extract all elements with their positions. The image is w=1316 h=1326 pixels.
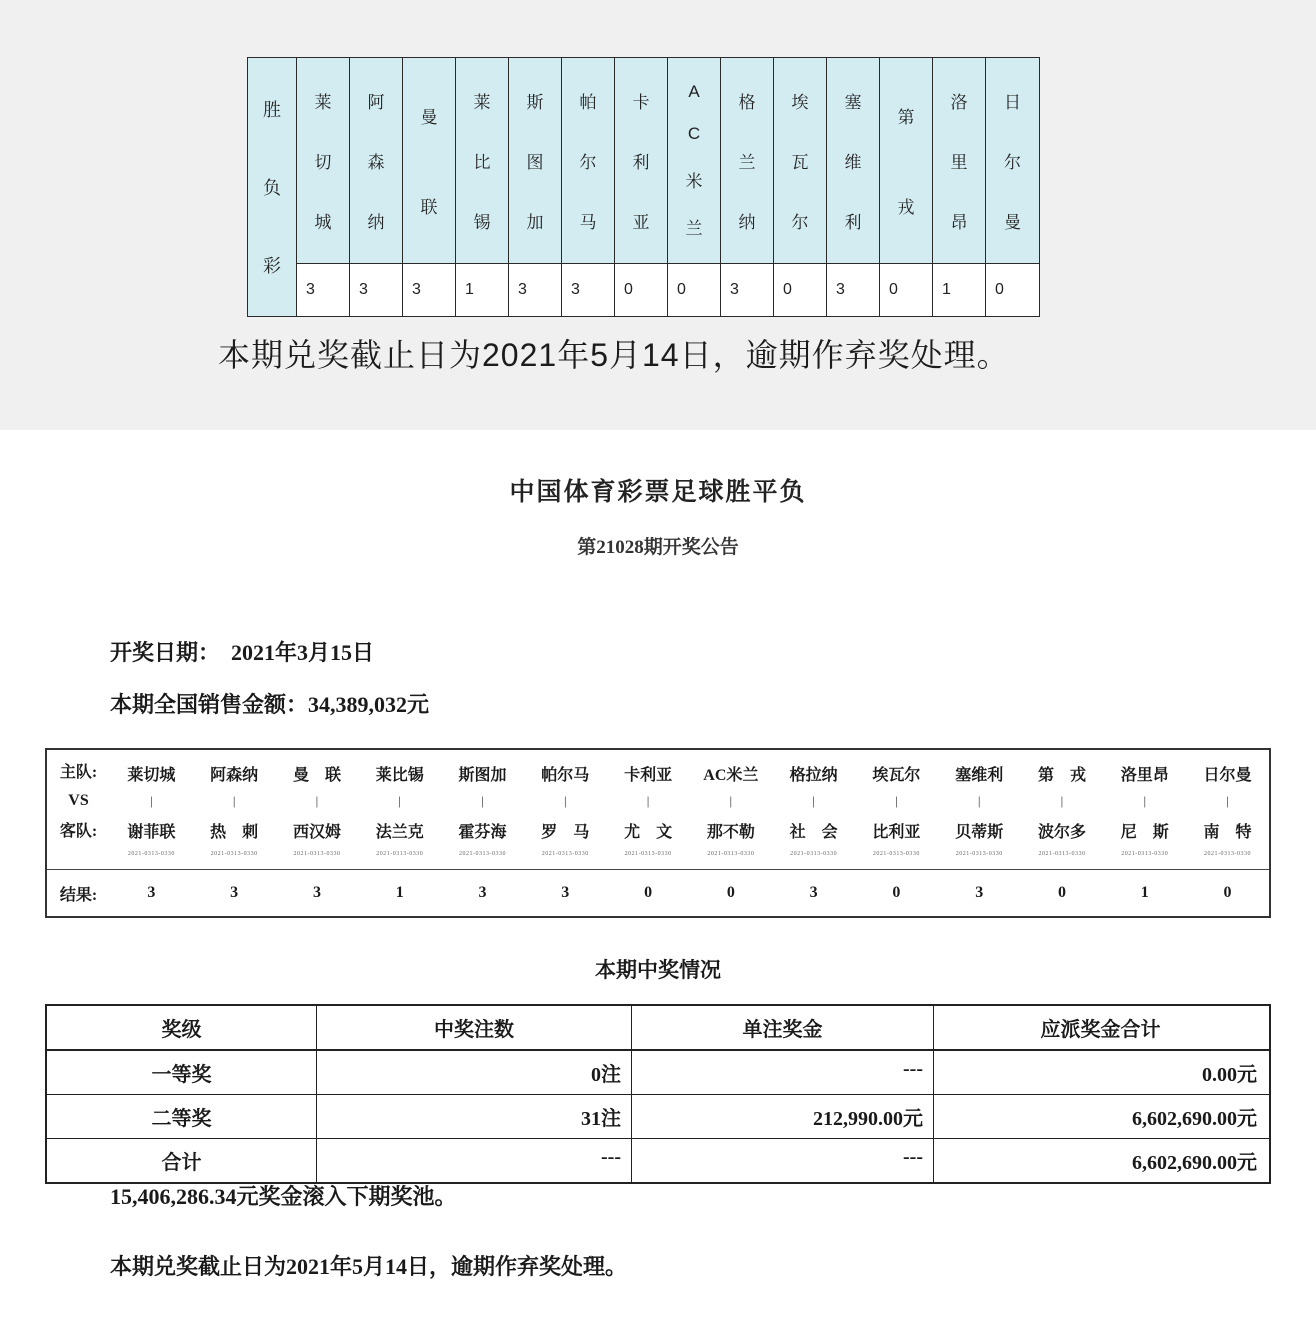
match-time-code: 2021-0313-0330 (210, 851, 258, 857)
team-name-vertical: 莱 比 锡 (456, 58, 508, 264)
match-table (45, 748, 1271, 918)
home-team: 塞维利 (955, 767, 1004, 784)
away-team: 贝蒂斯 (955, 824, 1004, 841)
prize-level: 二等奖 (151, 1108, 212, 1130)
rollover-notice: 15,406,286.34元奖金滚入下期奖池。 (110, 1184, 457, 1209)
away-team: 那不勒 (706, 824, 755, 841)
home-team: 日尔曼 (1203, 767, 1252, 784)
team-name-vertical: 莱 切 城 (297, 58, 349, 264)
page-title: 中国体育彩票足球胜平负 (509, 478, 807, 506)
team-result-value: 3 (412, 281, 421, 298)
away-team: 法兰克 (375, 824, 424, 841)
prize-header-total: 应派奖金合计 (933, 1006, 1269, 1049)
team-column (774, 58, 827, 316)
match-time-code: 2021-0313-0330 (293, 851, 341, 857)
vs-separator: | (977, 793, 981, 808)
away-team: 罗 马 (541, 824, 590, 841)
prize-single: 212,990.00元 (631, 1095, 933, 1138)
prize-total: 6,602,690.00元 (933, 1095, 1269, 1138)
match-time-code: 2021-0313-0330 (1121, 851, 1169, 857)
vs-separator: | (895, 793, 898, 808)
away-team: 谢菲联 (127, 824, 176, 841)
team-name-vertical: 第 戎 (880, 58, 932, 264)
match-result: 0 (644, 884, 653, 901)
prize-level: 合计 (161, 1152, 202, 1174)
away-team: 比利亚 (872, 824, 921, 841)
schedule-code-row (47, 846, 1269, 869)
team-name-vertical: 塞 维 利 (827, 58, 879, 264)
team-column (721, 58, 774, 316)
team-result-value: 0 (889, 281, 898, 298)
away-row-label: 客队: (59, 822, 98, 840)
vs-separator: | (563, 793, 567, 808)
team-name-vertical: 埃 瓦 尔 (774, 58, 826, 264)
vs-separator: | (1060, 793, 1064, 808)
match-time-code: 2021-0313-0330 (1204, 851, 1252, 857)
vs-separator: | (150, 793, 153, 808)
top-results-table (247, 57, 1040, 317)
vs-row (47, 790, 1269, 812)
home-team: 阿森纳 (210, 767, 259, 784)
team-column (350, 58, 403, 316)
team-result-value: 0 (783, 281, 792, 298)
pool-name-label: 胜 负 彩 (248, 58, 297, 316)
home-team: 洛里昂 (1120, 767, 1169, 784)
vs-separator: | (1143, 793, 1147, 808)
prize-row-first (47, 1050, 1269, 1094)
home-team-row (47, 750, 1269, 790)
away-team: 尼 斯 (1120, 824, 1169, 841)
team-name-vertical: 阿 森 纳 (350, 58, 402, 264)
team-name-vertical: 日 尔 曼 (986, 58, 1039, 264)
team-name-vertical: 曼 联 (403, 58, 455, 264)
match-result: 3 (809, 884, 818, 901)
match-result: 1 (395, 884, 404, 901)
team-result-value: 3 (571, 281, 580, 298)
team-result-value: 3 (836, 281, 845, 298)
prize-row-second (47, 1094, 1269, 1138)
schedule-code-row-label (47, 846, 110, 869)
match-time-code: 2021-0313-0330 (1038, 851, 1086, 857)
home-team: 帕尔马 (541, 767, 590, 784)
team-column (827, 58, 880, 316)
match-time-code: 2021-0313-0330 (127, 851, 175, 857)
match-result: 3 (975, 884, 984, 901)
prize-table (45, 1004, 1271, 1184)
home-team: 格拉纳 (789, 767, 838, 784)
away-team: 西汉姆 (292, 824, 341, 841)
away-team: 波尔多 (1037, 824, 1086, 841)
prize-row-total (47, 1138, 1269, 1182)
issue-subtitle: 第21028期开奖公告 (577, 537, 739, 558)
team-column (880, 58, 933, 316)
home-team: 曼 联 (292, 767, 341, 784)
match-result: 3 (230, 884, 239, 901)
team-column (933, 58, 986, 316)
draw-date-line: 开奖日期： 2021年3月15日 (110, 640, 375, 665)
prize-header-count: 中奖注数 (316, 1006, 631, 1049)
home-team: 斯图加 (458, 767, 507, 784)
redeem-deadline-notice-top: 本期兑奖截止日为2021年5月14日，逾期作弃奖处理。 (218, 337, 1010, 373)
prize-total: 0.00元 (933, 1051, 1269, 1094)
team-column (986, 58, 1039, 316)
match-result: 3 (561, 884, 570, 901)
team-column (297, 58, 350, 316)
team-name-vertical: 卡 利 亚 (615, 58, 667, 264)
national-sales-line: 本期全国销售金额：34,389,032元 (110, 692, 430, 717)
team-result-value: 3 (518, 281, 527, 298)
home-team: AC米兰 (703, 767, 759, 784)
announcement-panel (0, 430, 1316, 1326)
prize-level: 一等奖 (151, 1064, 212, 1086)
match-result: 3 (312, 884, 321, 901)
prize-table-header-row (47, 1006, 1269, 1050)
vs-separator: | (232, 793, 236, 808)
vs-row-label: VS (68, 792, 89, 809)
match-time-code: 2021-0313-0330 (376, 851, 424, 857)
team-column (456, 58, 509, 316)
team-name-vertical: A C 米 兰 (668, 58, 720, 264)
prize-count: 0注 (316, 1051, 631, 1094)
match-time-code: 2021-0313-0330 (624, 851, 672, 857)
team-column (403, 58, 456, 316)
vs-separator: | (315, 793, 319, 808)
home-team: 莱比锡 (375, 767, 424, 784)
winning-section-heading: 本期中奖情况 (595, 958, 721, 982)
match-result: 0 (726, 884, 735, 901)
prize-total: 6,602,690.00元 (933, 1139, 1269, 1182)
match-result: 1 (1140, 884, 1149, 901)
result-row-label: 结果: (59, 886, 98, 904)
match-time-code: 2021-0313-0330 (790, 851, 838, 857)
home-team: 第 戎 (1037, 767, 1086, 784)
redeem-deadline-notice-bottom: 本期兑奖截止日为2021年5月14日，逾期作弃奖处理。 (110, 1254, 628, 1279)
away-team: 热 刺 (210, 824, 259, 841)
match-result: 3 (478, 884, 487, 901)
team-result-value: 0 (677, 281, 686, 298)
team-name-vertical: 洛 里 昂 (933, 58, 985, 264)
result-row (47, 869, 1269, 916)
team-column (668, 58, 721, 316)
vs-separator: | (398, 793, 402, 808)
home-team: 莱切城 (127, 767, 176, 784)
match-time-code: 2021-0313-0330 (541, 851, 589, 857)
match-result: 3 (147, 884, 156, 901)
match-result: 0 (1223, 884, 1232, 901)
prize-header-level: 奖级 (161, 1019, 202, 1041)
team-result-value: 1 (465, 281, 474, 298)
away-team: 尤 文 (624, 824, 673, 841)
team-column (562, 58, 615, 316)
team-name-vertical: 格 兰 纳 (721, 58, 773, 264)
home-team: 卡利亚 (624, 767, 673, 784)
vs-separator: | (812, 793, 815, 808)
away-team: 社 会 (789, 824, 838, 841)
match-result: 0 (1057, 884, 1066, 901)
prize-count: 31注 (316, 1095, 631, 1138)
prize-single: --- (631, 1139, 933, 1182)
vs-separator: | (1226, 793, 1229, 808)
home-row-label: 主队: (59, 763, 98, 781)
away-team-row (47, 812, 1269, 846)
team-column (615, 58, 668, 316)
team-result-value: 3 (306, 281, 315, 298)
home-team: 埃瓦尔 (872, 767, 921, 784)
vs-separator: | (646, 793, 650, 808)
team-result-value: 0 (624, 281, 633, 298)
team-result-value: 3 (730, 281, 739, 298)
team-name-vertical: 斯 图 加 (509, 58, 561, 264)
prize-header-single: 单注奖金 (631, 1006, 933, 1049)
prize-count: --- (316, 1139, 631, 1182)
away-team: 南 特 (1203, 824, 1252, 841)
team-column (509, 58, 562, 316)
away-team: 霍芬海 (458, 824, 507, 841)
vs-separator: | (729, 793, 733, 808)
match-time-code: 2021-0313-0330 (707, 851, 755, 857)
match-time-code: 2021-0313-0330 (459, 851, 507, 857)
match-time-code: 2021-0313-0330 (872, 851, 920, 857)
team-result-value: 0 (995, 281, 1004, 298)
team-result-value: 1 (942, 281, 951, 298)
prize-single: --- (631, 1051, 933, 1094)
team-result-value: 3 (359, 281, 368, 298)
match-result: 0 (892, 884, 901, 901)
match-time-code: 2021-0313-0330 (955, 851, 1003, 857)
vs-separator: | (481, 793, 484, 808)
team-name-vertical: 帕 尔 马 (562, 58, 614, 264)
